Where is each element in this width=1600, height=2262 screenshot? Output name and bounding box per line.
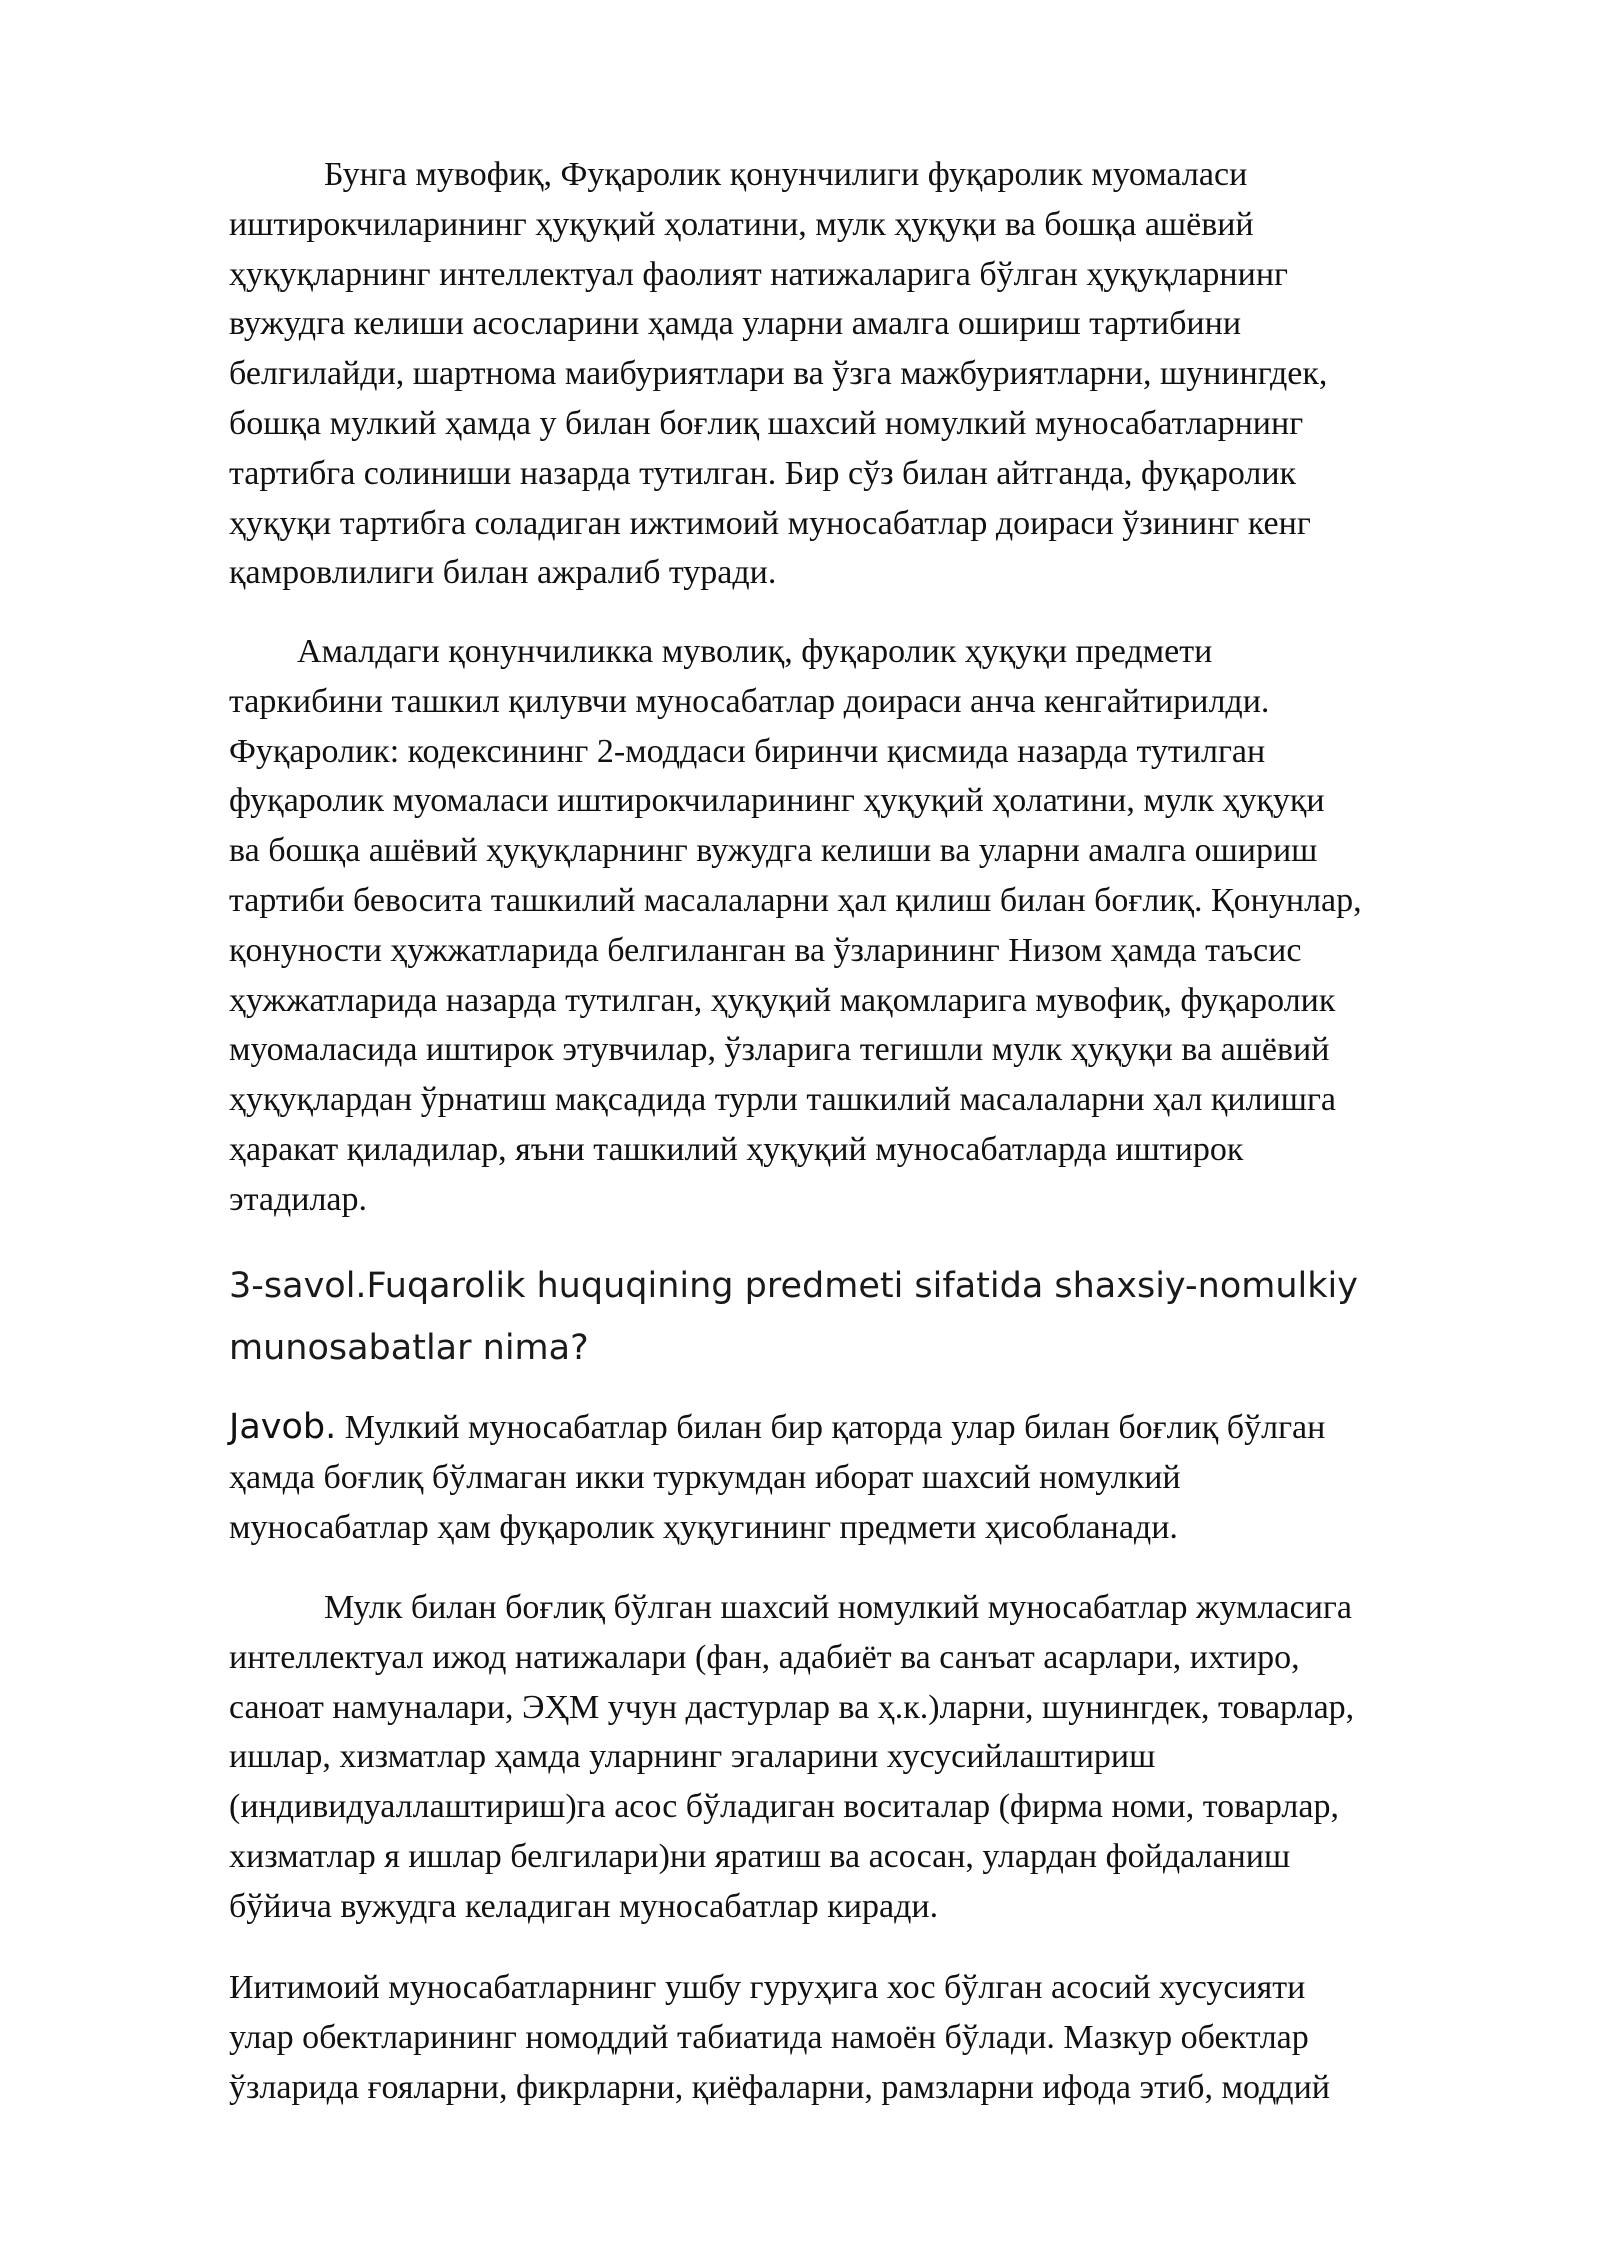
text-line: Фуқаролик: кодексининг 2-моддаси биринчи қисмида назарда тутилган <box>229 732 1266 770</box>
text-line: қамровлилиги билан ажралиб туради. <box>229 554 777 592</box>
answer-paragraph <box>229 1403 1325 1552</box>
heading-line: munosabatlar nima? <box>229 1328 589 1368</box>
paragraph-4 <box>229 1583 1354 1932</box>
text-line: қонуности ҳужжатларида белгиланган ва ўзларининг Низом ҳамда таъсис <box>229 931 1302 969</box>
text-line: вужудга келиши асосларини ҳамда уларни амалга ошириш тартибини <box>229 305 1242 343</box>
text-line: ўзларида ғояларни, фикрларни, қиёфаларни, рамзларни ифода этиб, моддий <box>229 2068 1330 2106</box>
text-line: улар обектларининг номоддий табиатида намоён бўлади. Мазкур обектлар <box>229 2018 1309 2056</box>
text-line: бўйича вужудга келадиган муносабатлар киради. <box>229 1887 939 1925</box>
text-line: Бунга мувофиқ, Фуқаролик қонунчилиги фуқаролик муомаласи <box>324 156 1248 193</box>
text-line: Иитимоий муносабатларнинг ушбу гуруҳига хос бўлган асосий хусусияти <box>229 1969 1306 2006</box>
paragraph-2 <box>229 627 1362 1225</box>
text-line: ҳуқуқларнинг интеллектуал фаолият натижаларига бўлган ҳуқуқларнинг <box>229 255 1288 293</box>
text-line: ҳамда боғлиқ бўлмаган икки туркумдан иборат шахсий номулкий <box>229 1458 1181 1496</box>
text-line: этадилар. <box>229 1180 368 1218</box>
text-line: интеллектуал ижод натижалари (фан, адабиёт ва санъат асарлари, ихтиро, <box>229 1638 1300 1676</box>
text-line: саноат намуналари, ЭҲМ учун дастурлар ва ҳ.к.)ларни, шунингдек, товарлар, <box>229 1688 1355 1726</box>
text-line: (индивидуаллаштириш)га асос бўладиган воситалар (фирма номи, товарлар, <box>229 1788 1339 1826</box>
text-line: фуқаролик муомаласи иштирокчиларининг ҳуқуқий ҳолатини, мулк ҳуқуқи <box>229 782 1325 820</box>
text-line: бошқа мулкий ҳамда у билан боғлиқ шахсий номулкий муносабатларнинг <box>229 404 1304 442</box>
text-line: белгилайди, шартнома маибуриятлари ва ўзга мажбуриятларни, шунингдек, <box>229 355 1328 393</box>
text-line: хизматлар я ишлар белгилари)ни яратиш ва асосан, улардан фойдаланиш <box>229 1837 1291 1875</box>
heading-line: 3-savol.Fuqarolik huquqining predmeti sifatida shaxsiy-nomulkiy <box>229 1266 1358 1306</box>
text-line: тартиби бевосита ташкилий масалаларни ҳал қилиш билан боғлиқ. Қонунлар, <box>229 881 1362 919</box>
text-line: ҳаракат қиладилар, яъни ташкилий ҳуқуқий муносабатларда иштирок <box>229 1130 1244 1168</box>
paragraph-1 <box>229 150 1327 598</box>
text-line: ҳуқуқи тартибга соладиган ижтимоий муносабатлар доираси ўзининг кенг <box>229 504 1311 542</box>
text-line: ҳуқуқлардан ўрнатиш мақсадида турли ташкилий масалаларни ҳал қилишга <box>229 1081 1337 1119</box>
text-line: ишлар, хизматлар ҳамда уларнинг эгаларини хусусийлаштириш <box>229 1738 1156 1776</box>
answer-label: Javob. <box>229 1407 337 1447</box>
text-line: ҳужжатларида назарда тутилган, ҳуқуқий мақомларига мувофиқ, фуқаролик <box>229 981 1336 1019</box>
text-line: муомаласида иштирок этувчилар, ўзларига тегишли мулк ҳуқуқи ва ашёвий <box>229 1031 1330 1069</box>
answer-first-line-text: Мулкий муносабатлар билан бир қаторда улар билан боғлиқ бўлган <box>336 1409 1326 1446</box>
text-line: иштирокчиларининг ҳуқуқий ҳолатини, мулк ҳуқуқи ва бошқа ашёвий <box>229 205 1254 243</box>
text-line: муносабатлар ҳам фуқаролик ҳуқугининг предмети ҳисобланади. <box>229 1508 1178 1546</box>
text-line: Амалдаги қонунчиликка муволиқ, фуқаролик ҳуқуқи предмети <box>297 633 1213 670</box>
text-line: ва бошқа ашёвий ҳуқуқларнинг вужудга келиши ва уларни амалга ошириш <box>229 832 1318 870</box>
text-line: Мулк билан боғлиқ бўлган шахсий номулкий муносабатлар жумласига <box>324 1589 1352 1626</box>
text-line: таркибини ташкил қилувчи муносабатлар доираси анча кенгайтирилди. <box>229 682 1270 720</box>
paragraph-5 <box>229 1963 1330 2112</box>
text-line <box>229 1403 1325 1453</box>
question-heading <box>229 1255 1358 1379</box>
text-line: тартибга солиниши назарда тутилган. Бир сўз билан айтганда, фуқаролик <box>229 454 1297 492</box>
